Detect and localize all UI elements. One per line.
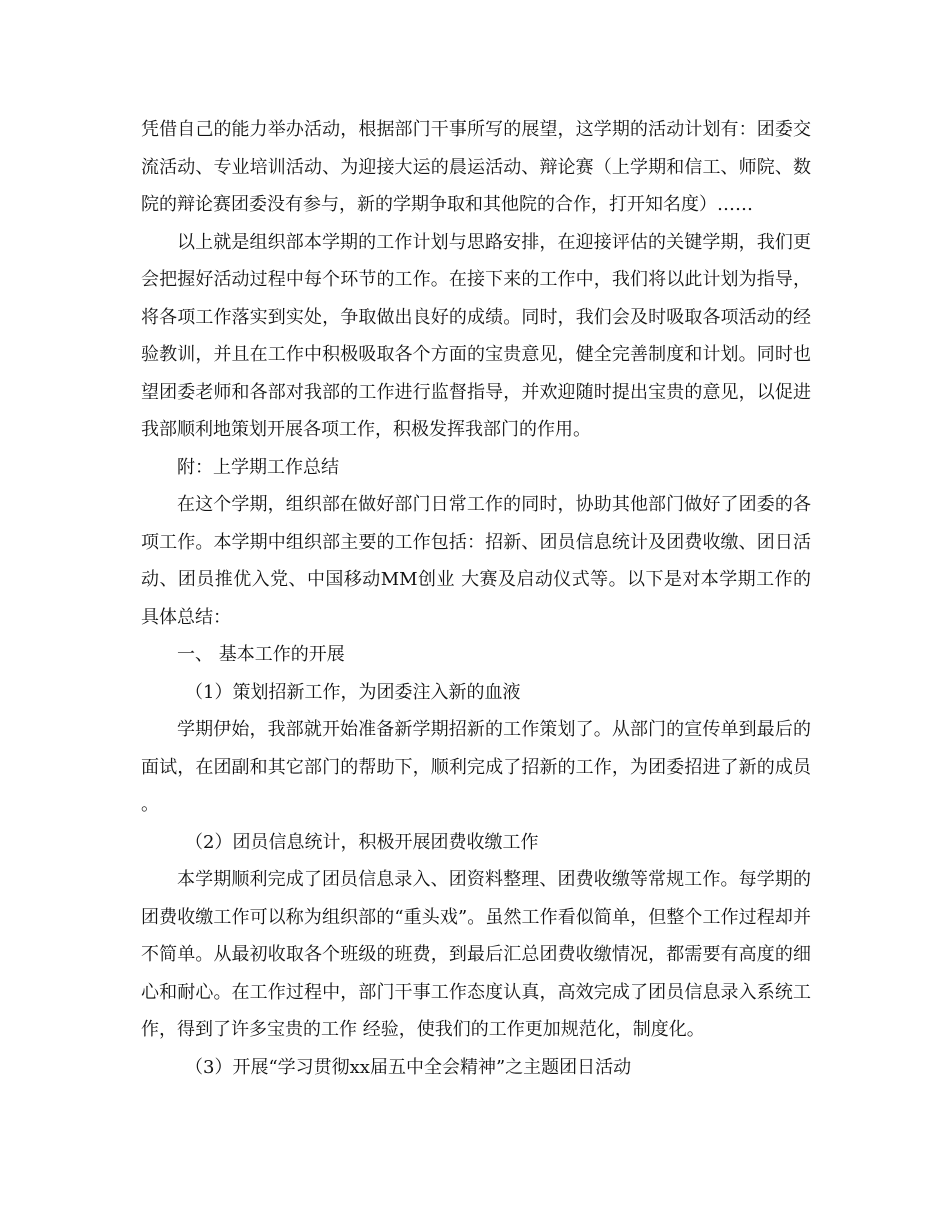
paragraph-plan-summary: 以上就是组织部本学期的工作计划与思路安排，在迎接评估的关键学期，我们更会把握好活动过程中每个环节的工作。在接下来的工作中，我们将以此计划为指导，将各项工作落实到实处，争取做出良好的成绩。同时，我们会及时吸取各项活动的经验教训，并且在工作中积极吸取各个方面的宝贵意见，健全完善制度和计划。同时也望团委老师和各部对我部的工作进行监督指导，并欢迎随时提出宝贵的意见，以促进我部顺利地策划开展各项工作，积极发挥我部门的作用。: [141, 231, 811, 440]
subheading-theme-activity: （3）开展“学习贯彻xx届五中全会精神”之主题团日活动: [185, 1056, 632, 1078]
section-heading-basic-work: 一、 基本工作的开展: [177, 644, 345, 665]
document-body: [141, 111, 811, 1086]
subheading-member-statistics: （2）团员信息统计，积极开展团费收缴工作: [185, 831, 539, 853]
section-heading-appendix: 附：上学期工作总结: [177, 456, 339, 478]
subheading-recruitment: （1）策划招新工作，为团委注入新的血液: [185, 681, 521, 703]
paragraph-recruitment: 学期伊始，我部就开始准备新学期招新的工作策划了。从部门的宣传单到最后的面试，在团副和其它部门的帮助下，顺利完成了招新的工作，为团委招进了新的成员。: [141, 719, 811, 815]
paragraph-semester-overview: 在这个学期，组织部在做好部门日常工作的同时，协助其他部门做好了团委的各项工作。本学期中组织部主要的工作包括：招新、团员信息统计及团费收缴、团日活动、团员推优入党、中国移动MM创业 大赛及启动仪式等。以下是对本学期工作的具体总结：: [141, 494, 811, 628]
paragraph-activity-plan: 凭借自己的能力举办活动，根据部门干事所写的展望，这学期的活动计划有：团委交流活动、专业培训活动、为迎接大运的晨运活动、辩论赛（上学期和信工、师院、数院的辩论赛团委没有参与，新的学期争取和其他院的合作，打开知名度）……: [141, 119, 811, 215]
paragraph-member-statistics: 本学期顺利完成了团员信息录入、团资料整理、团费收缴等常规工作。每学期的团费收缴工作可以称为组织部的“重头戏”。虽然工作看似简单，但整个工作过程却并不简单。从最初收取各个班级的班费，到最后汇总团费收缴情况，都需要有高度的细心和耐心。在工作过程中，部门干事工作态度认真，高效完成了团员信息录入系统工作，得到了许多宝贵的工作 经验，使我们的工作更加规范化，制度化。: [141, 869, 811, 1040]
